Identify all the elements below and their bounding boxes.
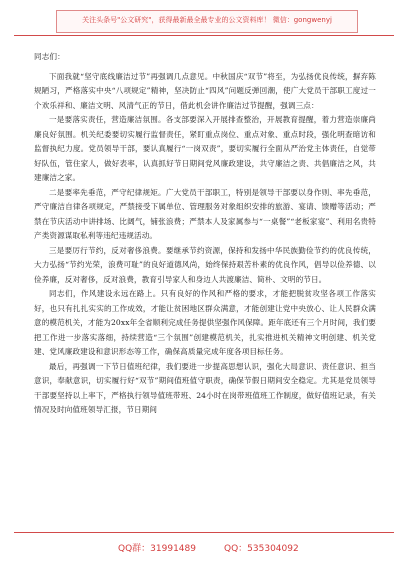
qq-number: QQ：535304092	[224, 544, 299, 554]
document-body	[34, 50, 376, 418]
salutation: 同志们：	[34, 52, 65, 61]
paragraph: 二是要率先垂范，严守纪律规矩。广大党员干部职工，特别是领导干部要以身作则、率先垂范，严守廉洁自律各项规定，严禁接受下属单位、管理服务对象组织安排的旅游、宴请、馈赠等活动；严禁在节庆活动中讲排场、比阔气，铺张浪费；严禁本人及家属参与“一桌餐”“老板家宴”、利用名贵特产类资源谋取私利等违纪违规活动。	[34, 187, 376, 240]
paragraph: 同志们，作风建设永远在路上。只有良好的作风和严格的要求，才能把脱贫攻坚各项工作落实好，也只有扎扎实实的工作成效，才能让贫困地区群众满意，才能创建让党中央放心、让人民群众满意的模范机关，才能为20xx年全省顺利完成任务提供坚强作风保障。距年底还有三个月时间，我们要把工作进一步落实落细，持续营造“三个氛围”创建模范机关，扎实推进机关精神文明创建、机关党建、党风廉政建设和意识形态等工作，确保高质量完成年度各项目标任务。	[34, 289, 376, 356]
paragraph: 三是要厉行节约，反对奢侈浪费。要继承节约资源，保持和发扬中华民族勤俭节约的优良传统，大力弘扬“节约光荣，浪费可耻”的良好道德风尚，始终保持艰苦朴素的优良作风，倡导以俭养德、以俭养廉，反对奢侈，反对浪费，教育引导家人和身边人共渡廉洁、简朴、文明的节日。	[34, 245, 376, 284]
header-divider	[14, 35, 394, 36]
footer	[0, 538, 408, 558]
paragraph: 一是要落实责任，营造廉洁氛围。各支部要深入开展排查整治，开展教育提醒，着力营造崇廉尚廉良好氛围。机关纪委要切实履行监督责任，紧盯重点岗位、重点对象、重点时段，强化明查暗访和监督执纪力度。党员领导干部，要认真履行“一岗双责”，要切实履行全面从严治党主体责任，自觉带好队伍，管住家人，做好表率，认真抓好节日期间党风廉政建设，共守廉洁之责、共倡廉洁之风，共建廉洁之家。	[34, 115, 376, 182]
paragraph: 下面我就“坚守底线廉洁过节”再强调几点意见。中秋国庆“双节”将至，为弘扬优良传统，摒弃陈规陋习，严格落实中央“八项规定”精神，坚决防止“四风”问题反弹回潮，使广大党员干部职工度过一个欢乐祥和、廉洁文明、风清气正的节日，借此机会讲作廉洁过节提醒，强调三点：	[34, 71, 376, 110]
promo-banner[interactable]	[56, 10, 358, 33]
paragraph: 最后，再强调一下节日值班纪律，我们要进一步提高思想认识，强化大局意识、责任意识、担当意识，奉献意识，切实履行好“双节”期间值班值守职责，确保节假日期间安全稳定。尤其是党员领导干部要坚持以上率下，严格执行领导值班带班、24小时在岗带班值班工作制度，做好值班记录，有关情况及时向值班领导汇报，节日期间	[34, 361, 376, 414]
qq-group-number: QQ群：31991489	[118, 544, 196, 554]
promo-banner-text: 关注头条号"公文研究"，获得最新最全最专业的公文资料库！ 微信：gongwenyj	[82, 16, 332, 24]
footer-divider	[14, 532, 394, 533]
